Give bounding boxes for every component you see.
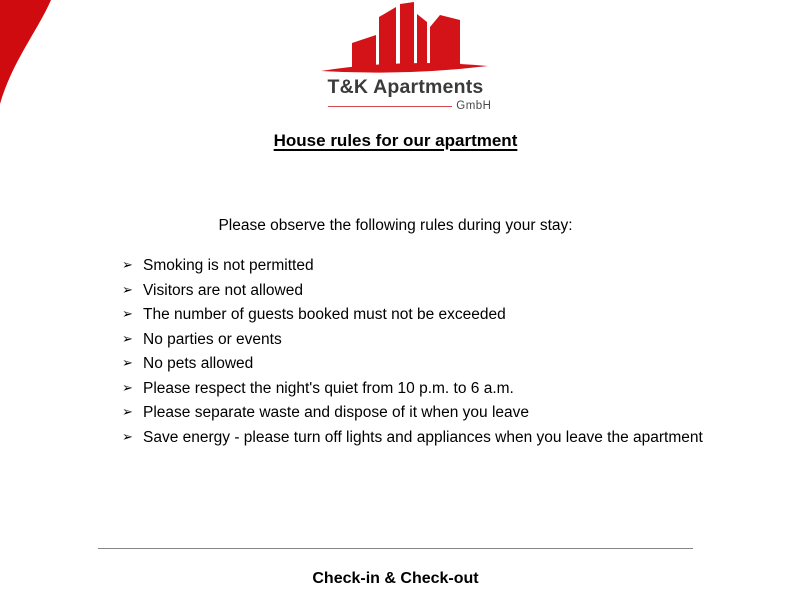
company-suffix: GmbH [456,100,492,112]
rule-item [122,426,703,451]
rule-text: The number of guests booked must not be exceeded [143,306,506,323]
company-logo [320,2,492,112]
rule-text: Smoking is not permitted [143,257,314,274]
corner-red-wedge-shape [0,0,56,110]
checkin-checkout-heading: Check-in & Check-out [312,570,479,587]
intro-text: Please observe the following rules during your stay: [218,217,573,234]
rule-text: Please separate waste and dispose of it when you leave [143,404,530,421]
rule-text: Please respect the night's quiet from 10 p.m. to 6 a.m. [143,379,514,397]
page-title: House rules for our apartment [273,131,518,150]
rules-list [122,254,703,450]
arrow-bullet-icon: ➢ [122,405,133,420]
rule-item [122,352,703,377]
arrow-bullet-icon: ➢ [122,258,133,273]
brand-underline [328,106,453,107]
arrow-bullet-icon: ➢ [122,356,133,371]
arrow-bullet-icon: ➢ [122,282,133,298]
rule-text: Save energy - please turn off lights and appliances when you leave the apartment [143,428,703,446]
rule-item [122,279,703,304]
rule-item [122,377,703,402]
buildings-logo-icon [320,2,492,76]
arrow-bullet-icon: ➢ [122,307,133,322]
section-divider [98,548,693,549]
rule-text: No pets allowed [143,355,254,372]
arrow-bullet-icon: ➢ [122,331,133,347]
arrow-bullet-icon: ➢ [122,380,133,396]
rule-item [122,254,703,279]
rule-item [122,328,703,353]
logo-underline-row [320,100,492,112]
rule-item [122,401,703,426]
company-name: T&K Apartments [327,76,484,98]
rule-text: Visitors are not allowed [143,281,303,299]
rule-item [122,303,703,328]
arrow-bullet-icon: ➢ [122,429,133,445]
rule-text: No parties or events [143,330,282,348]
